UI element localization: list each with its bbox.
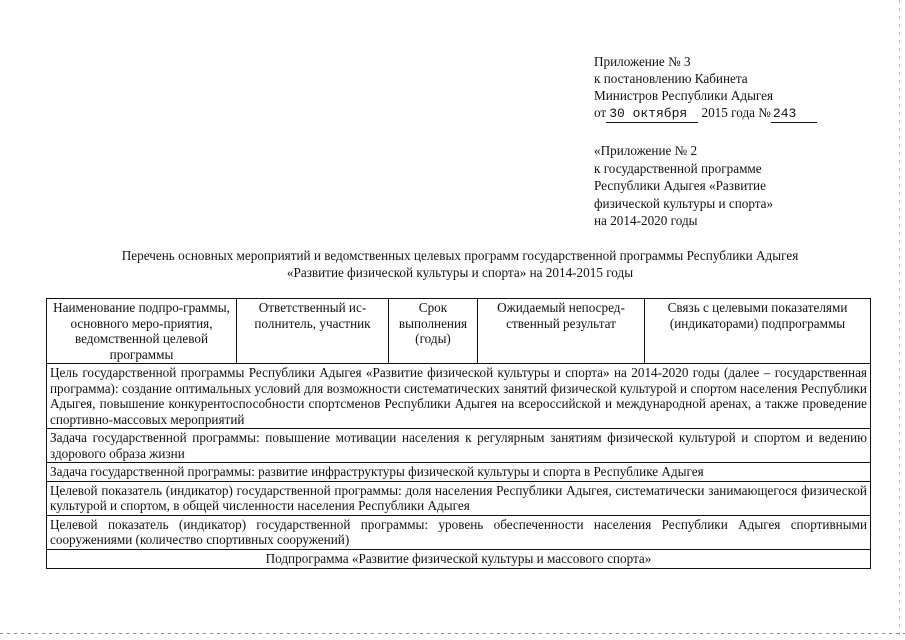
handwritten-number: 243 — [771, 106, 817, 123]
year-text: 2015 года № — [701, 105, 771, 120]
indicator-facilities: Целевой показатель (индикатор) государственной программы: уровень обеспеченности населения Республики Адыгея спортивными сооружениями (количество спортивных сооружений) — [47, 515, 871, 549]
appendix-ministers: Министров Республики Адыгея — [594, 88, 774, 103]
program-goal: Цель государственной программы Республики Адыгея «Развитие физической культуры и спорта» на 2014-2020 годы (далее – государственная программа): создание оптимальных условий для возможности систематических занятий физической культурой и спортом населения Республики Адыгея, повышение конкурентоспособности спортсменов Республики Адыгея на всероссийской и международной аренах, а также проведение спортивно-массовых мероприятий — [47, 364, 871, 429]
appendix2-number: «Приложение № 2 — [594, 143, 698, 158]
appendix-date-line — [594, 105, 884, 122]
header-term: Срок выполнения (годы) — [389, 299, 478, 364]
table-row — [47, 364, 871, 429]
table-header-row — [47, 299, 871, 364]
appendix2-program-ref: к государственной программе — [594, 160, 762, 176]
appendix-resolution-ref: к постановлению Кабинета — [594, 71, 748, 86]
appendix-header — [594, 54, 884, 122]
table-row — [47, 481, 871, 515]
subprogram-title: Подпрограмма «Развитие физической культуры и массового спорта» — [47, 549, 871, 568]
indicator-population-share: Целевой показатель (индикатор) государственной программы: доля населения Республики Адыгея, систематически занимающегося физической культурой и спортом, в общей численности населения Республики Адыгея — [47, 481, 871, 515]
header-result: Ожидаемый непосред-ственный результат — [478, 299, 645, 364]
title-line-2: «Развитие физической культуры и спорта» на 2014-2015 годы — [286, 265, 634, 280]
header-responsible: Ответственный ис-полнитель, участник — [237, 299, 389, 364]
table-row — [47, 429, 871, 463]
table-row — [47, 515, 871, 549]
table-row — [47, 463, 871, 482]
program-task-infrastructure: Задача государственной программы: развитие инфраструктуры физической культуры и спорта в Республике Адыгея — [47, 463, 871, 482]
appendix2-years: на 2014-2020 годы — [594, 213, 698, 228]
document-title — [40, 248, 880, 282]
title-line-1: Перечень основных мероприятий и ведомственных целевых программ государственной программы Республики Адыгея — [121, 248, 799, 263]
appendix2-header — [594, 143, 884, 231]
scan-edge-right — [899, 0, 900, 640]
header-name: Наименование подпро-граммы, основного меро-приятия, ведомственной целевой программы — [47, 299, 237, 364]
header-indicators: Связь с целевыми показателями (индикаторами) подпрограммы — [645, 299, 871, 364]
measures-table — [46, 298, 871, 569]
date-prefix: от — [594, 105, 607, 120]
program-task-motivation: Задача государственной программы: повышение мотивации населения к регулярным занятиям физической культурой и спортом и ведению здорового образа жизни — [47, 429, 871, 463]
scan-edge-bottom — [0, 633, 905, 634]
appendix-number: Приложение № 3 — [594, 54, 691, 69]
table-row — [47, 549, 871, 568]
handwritten-date: 30 октября — [606, 106, 698, 123]
appendix2-republic: Республики Адыгея «Развитие — [594, 178, 766, 193]
appendix2-program-name: физической культуры и спорта» — [594, 195, 774, 211]
